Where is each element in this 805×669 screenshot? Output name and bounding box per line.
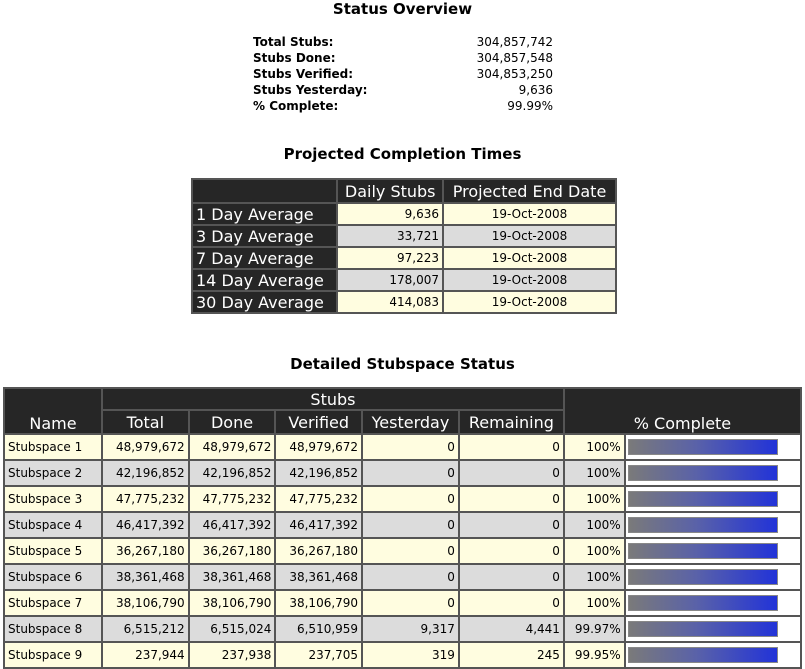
remaining-cell: 4,441: [459, 616, 564, 642]
remaining-cell: 0: [459, 486, 564, 512]
status-label: % Complete:: [253, 99, 339, 113]
percent-cell: 100%: [564, 564, 625, 590]
stubspace-name-cell: Stubspace 5: [4, 538, 102, 564]
header-blank: [192, 179, 337, 203]
yesterday-cell: 0: [362, 460, 459, 486]
remaining-cell: 0: [459, 460, 564, 486]
done-cell: 48,979,672: [189, 434, 276, 460]
table-row: [4, 512, 801, 538]
total-cell: 36,267,180: [102, 538, 189, 564]
status-label: Stubs Verified:: [253, 67, 354, 81]
verified-cell: 48,979,672: [275, 434, 362, 460]
percent-cell: 100%: [564, 434, 625, 460]
stubspace-name-cell: Stubspace 6: [4, 564, 102, 590]
done-cell: 38,106,790: [189, 590, 276, 616]
table-row: [4, 642, 801, 668]
done-cell: 36,267,180: [189, 538, 276, 564]
remaining-cell: 0: [459, 434, 564, 460]
remaining-cell: 245: [459, 642, 564, 668]
status-row-yesterday: [253, 82, 553, 98]
header-yesterday: Yesterday: [362, 410, 459, 434]
yesterday-cell: 0: [362, 434, 459, 460]
end-date-cell: 19-Oct-2008: [443, 269, 616, 291]
progress-cell: [625, 460, 801, 486]
status-label: Stubs Yesterday:: [253, 83, 368, 97]
daily-stubs-cell: 9,636: [337, 203, 443, 225]
done-cell: 47,775,232: [189, 486, 276, 512]
header-stubs-group: Stubs: [102, 388, 564, 410]
table-row: [192, 225, 616, 247]
progress-bar: [628, 569, 778, 585]
progress-cell: [625, 590, 801, 616]
yesterday-cell: 0: [362, 564, 459, 590]
detail-header-group-row: [4, 388, 801, 410]
stubspace-name-cell: Stubspace 2: [4, 460, 102, 486]
progress-cell: [625, 564, 801, 590]
percent-cell: 100%: [564, 486, 625, 512]
verified-cell: 36,267,180: [275, 538, 362, 564]
table-row: [4, 616, 801, 642]
status-value: 304,857,548: [476, 51, 553, 65]
table-row: [4, 538, 801, 564]
table-row: [192, 269, 616, 291]
table-row: [192, 291, 616, 313]
table-row: [4, 486, 801, 512]
progress-cell: [625, 486, 801, 512]
table-row: [4, 434, 801, 460]
header-name: Name: [4, 388, 102, 434]
remaining-cell: 0: [459, 590, 564, 616]
header-projected-end: Projected End Date: [443, 179, 616, 203]
progress-bar-fill: [629, 492, 777, 506]
remaining-cell: 0: [459, 564, 564, 590]
progress-cell: [625, 616, 801, 642]
done-cell: 46,417,392: [189, 512, 276, 538]
progress-cell: [625, 538, 801, 564]
status-value: 304,857,742: [476, 35, 553, 49]
header-daily-stubs: Daily Stubs: [337, 179, 443, 203]
row-label: 30 Day Average: [192, 291, 337, 313]
row-label: 14 Day Average: [192, 269, 337, 291]
status-value: 304,853,250: [476, 67, 553, 81]
done-cell: 38,361,468: [189, 564, 276, 590]
yesterday-cell: 0: [362, 590, 459, 616]
done-cell: 6,515,024: [189, 616, 276, 642]
row-label: 1 Day Average: [192, 203, 337, 225]
progress-bar-fill: [629, 544, 777, 558]
verified-cell: 46,417,392: [275, 512, 362, 538]
header-verified: Verified: [275, 410, 362, 434]
yesterday-cell: 319: [362, 642, 459, 668]
total-cell: 47,775,232: [102, 486, 189, 512]
verified-cell: 237,705: [275, 642, 362, 668]
total-cell: 38,361,468: [102, 564, 189, 590]
stubspace-name-cell: Stubspace 9: [4, 642, 102, 668]
stubspace-name-cell: Stubspace 8: [4, 616, 102, 642]
stubspace-name-cell: Stubspace 7: [4, 590, 102, 616]
end-date-cell: 19-Oct-2008: [443, 247, 616, 269]
remaining-cell: 0: [459, 538, 564, 564]
total-cell: 6,515,212: [102, 616, 189, 642]
progress-bar: [628, 595, 778, 611]
progress-cell: [625, 434, 801, 460]
progress-bar-fill: [629, 622, 777, 636]
yesterday-cell: 9,317: [362, 616, 459, 642]
verified-cell: 38,361,468: [275, 564, 362, 590]
done-cell: 237,938: [189, 642, 276, 668]
progress-bar: [628, 621, 778, 637]
progress-bar-fill: [629, 596, 777, 610]
progress-bar: [628, 465, 778, 481]
daily-stubs-cell: 33,721: [337, 225, 443, 247]
progress-bar-fill: [629, 570, 777, 584]
percent-cell: 100%: [564, 538, 625, 564]
percent-cell: 100%: [564, 460, 625, 486]
projected-table: [191, 178, 617, 314]
status-overview-title: Status Overview: [332, 0, 473, 18]
progress-bar: [628, 517, 778, 533]
total-cell: 42,196,852: [102, 460, 189, 486]
progress-bar: [628, 647, 778, 663]
progress-bar-fill: [629, 648, 777, 662]
status-row-total: [253, 34, 553, 50]
table-row: [192, 203, 616, 225]
percent-cell: 99.95%: [564, 642, 625, 668]
stubspace-table: [3, 387, 802, 669]
total-cell: 48,979,672: [102, 434, 189, 460]
row-label: 3 Day Average: [192, 225, 337, 247]
stubspace-name-cell: Stubspace 4: [4, 512, 102, 538]
status-label: Stubs Done:: [253, 51, 336, 65]
daily-stubs-cell: 178,007: [337, 269, 443, 291]
verified-cell: 47,775,232: [275, 486, 362, 512]
progress-bar-fill: [629, 518, 777, 532]
yesterday-cell: 0: [362, 512, 459, 538]
stubspace-name-cell: Stubspace 1: [4, 434, 102, 460]
total-cell: 46,417,392: [102, 512, 189, 538]
status-value: 99.99%: [507, 99, 553, 113]
progress-cell: [625, 642, 801, 668]
status-row-complete: [253, 98, 553, 114]
header-complete: % Complete: [564, 388, 801, 434]
end-date-cell: 19-Oct-2008: [443, 225, 616, 247]
status-row-done: [253, 50, 553, 66]
done-cell: 42,196,852: [189, 460, 276, 486]
projected-header-row: [192, 179, 616, 203]
percent-cell: 100%: [564, 512, 625, 538]
end-date-cell: 19-Oct-2008: [443, 291, 616, 313]
detail-title: Detailed Stubspace Status: [290, 355, 515, 373]
verified-cell: 38,106,790: [275, 590, 362, 616]
percent-cell: 100%: [564, 590, 625, 616]
status-value: 9,636: [518, 83, 553, 97]
progress-bar-fill: [629, 440, 777, 454]
header-done: Done: [189, 410, 276, 434]
projected-title: Projected Completion Times: [283, 145, 522, 163]
row-label: 7 Day Average: [192, 247, 337, 269]
progress-cell: [625, 512, 801, 538]
verified-cell: 42,196,852: [275, 460, 362, 486]
total-cell: 237,944: [102, 642, 189, 668]
stubspace-name-cell: Stubspace 3: [4, 486, 102, 512]
remaining-cell: 0: [459, 512, 564, 538]
progress-bar-fill: [629, 466, 777, 480]
daily-stubs-cell: 97,223: [337, 247, 443, 269]
table-row: [4, 460, 801, 486]
daily-stubs-cell: 414,083: [337, 291, 443, 313]
end-date-cell: 19-Oct-2008: [443, 203, 616, 225]
percent-cell: 99.97%: [564, 616, 625, 642]
yesterday-cell: 0: [362, 538, 459, 564]
progress-bar: [628, 543, 778, 559]
yesterday-cell: 0: [362, 486, 459, 512]
progress-bar: [628, 491, 778, 507]
verified-cell: 6,510,959: [275, 616, 362, 642]
total-cell: 38,106,790: [102, 590, 189, 616]
progress-bar: [628, 439, 778, 455]
status-label: Total Stubs:: [253, 35, 334, 49]
table-row: [4, 564, 801, 590]
status-row-verified: [253, 66, 553, 82]
table-row: [192, 247, 616, 269]
table-row: [4, 590, 801, 616]
header-remaining: Remaining: [459, 410, 564, 434]
status-overview: [253, 34, 553, 114]
header-total: Total: [102, 410, 189, 434]
